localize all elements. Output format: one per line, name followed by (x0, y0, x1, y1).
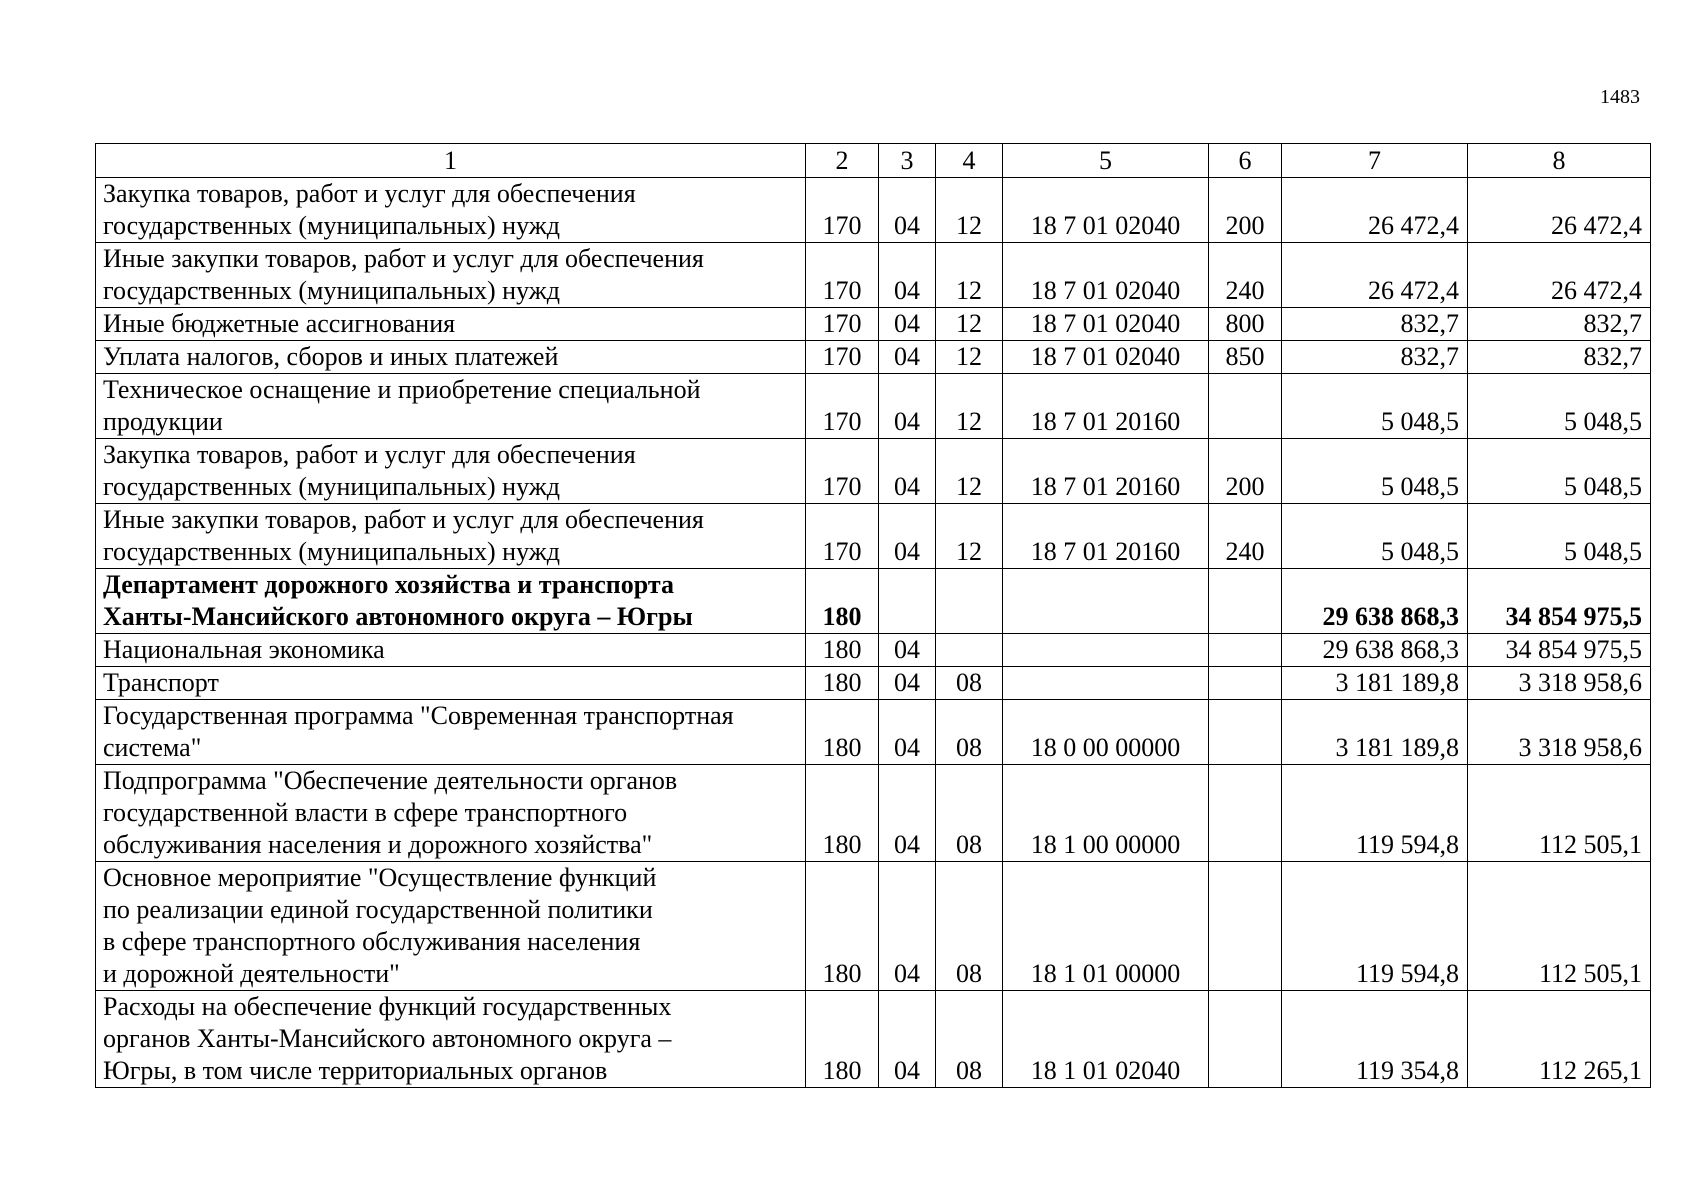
target-article-code: 18 7 01 02040 (1003, 178, 1209, 243)
amount-col8: 5 048,5 (1468, 504, 1651, 569)
row-name: Иные закупки товаров, работ и услуг для обеспечения государственных (муниципальных) нужд (96, 504, 806, 569)
section-code: 04 (879, 341, 936, 374)
table-row (96, 634, 1651, 667)
expense-type-code (1209, 991, 1282, 1088)
subsection-code (936, 634, 1003, 667)
amount-col7: 29 638 868,3 (1282, 569, 1468, 634)
amount-col8: 3 318 958,6 (1468, 667, 1651, 700)
section-code: 04 (879, 700, 936, 765)
target-article-code: 18 0 00 00000 (1003, 700, 1209, 765)
row-name: Расходы на обеспечение функций государственных органов Ханты-Мансийского автономного округа – Югры, в том числе территориальных органов (96, 991, 806, 1088)
header-cell: 7 (1282, 144, 1468, 178)
target-article-code: 18 7 01 20160 (1003, 504, 1209, 569)
admin-code: 180 (806, 700, 879, 765)
amount-col7: 26 472,4 (1282, 243, 1468, 308)
section-code: 04 (879, 374, 936, 439)
admin-code: 180 (806, 569, 879, 634)
admin-code: 170 (806, 504, 879, 569)
table-row (96, 374, 1651, 439)
row-name: Техническое оснащение и приобретение специальной продукции (96, 374, 806, 439)
amount-col8: 112 505,1 (1468, 862, 1651, 991)
admin-code: 180 (806, 991, 879, 1088)
expense-type-code: 850 (1209, 341, 1282, 374)
target-article-code: 18 7 01 20160 (1003, 439, 1209, 504)
amount-col7: 5 048,5 (1282, 439, 1468, 504)
target-article-code: 18 1 01 02040 (1003, 991, 1209, 1088)
admin-code: 170 (806, 374, 879, 439)
subsection-code: 08 (936, 991, 1003, 1088)
header-row (96, 144, 1651, 178)
admin-code: 180 (806, 862, 879, 991)
target-article-code: 18 7 01 02040 (1003, 308, 1209, 341)
amount-col8: 34 854 975,5 (1468, 634, 1651, 667)
amount-col7: 119 354,8 (1282, 991, 1468, 1088)
amount-col7: 29 638 868,3 (1282, 634, 1468, 667)
section-code (879, 569, 936, 634)
amount-col8: 112 505,1 (1468, 765, 1651, 862)
section-code: 04 (879, 765, 936, 862)
expense-type-code (1209, 765, 1282, 862)
section-code: 04 (879, 634, 936, 667)
expense-type-code (1209, 374, 1282, 439)
expense-type-code (1209, 862, 1282, 991)
amount-col8: 3 318 958,6 (1468, 700, 1651, 765)
row-name: Уплата налогов, сборов и иных платежей (96, 341, 806, 374)
section-code: 04 (879, 439, 936, 504)
row-name: Государственная программа "Современная транспортная система" (96, 700, 806, 765)
header-cell: 6 (1209, 144, 1282, 178)
amount-col7: 832,7 (1282, 341, 1468, 374)
table-row (96, 700, 1651, 765)
amount-col8: 5 048,5 (1468, 374, 1651, 439)
amount-col8: 832,7 (1468, 308, 1651, 341)
target-article-code: 18 7 01 20160 (1003, 374, 1209, 439)
row-name: Закупка товаров, работ и услуг для обеспечения государственных (муниципальных) нужд (96, 178, 806, 243)
target-article-code: 18 1 00 00000 (1003, 765, 1209, 862)
admin-code: 180 (806, 634, 879, 667)
table-row (96, 439, 1651, 504)
amount-col7: 832,7 (1282, 308, 1468, 341)
admin-code: 180 (806, 667, 879, 700)
amount-col7: 3 181 189,8 (1282, 667, 1468, 700)
row-name: Закупка товаров, работ и услуг для обеспечения государственных (муниципальных) нужд (96, 439, 806, 504)
header-cell: 3 (879, 144, 936, 178)
section-code: 04 (879, 991, 936, 1088)
admin-code: 180 (806, 765, 879, 862)
table-row (96, 569, 1651, 634)
section-code: 04 (879, 178, 936, 243)
table-row (96, 667, 1651, 700)
header-cell: 8 (1468, 144, 1651, 178)
admin-code: 170 (806, 178, 879, 243)
section-code: 04 (879, 667, 936, 700)
section-code: 04 (879, 862, 936, 991)
row-name: Национальная экономика (96, 634, 806, 667)
expense-type-code: 200 (1209, 439, 1282, 504)
subsection-code: 12 (936, 308, 1003, 341)
amount-col7: 26 472,4 (1282, 178, 1468, 243)
expense-type-code (1209, 700, 1282, 765)
subsection-code: 12 (936, 374, 1003, 439)
admin-code: 170 (806, 341, 879, 374)
expense-type-code: 200 (1209, 178, 1282, 243)
table-row (96, 862, 1651, 991)
amount-col7: 5 048,5 (1282, 504, 1468, 569)
table-row (96, 178, 1651, 243)
expense-type-code: 240 (1209, 504, 1282, 569)
page-number: 1483 (1600, 86, 1640, 108)
table-row (96, 243, 1651, 308)
header-cell: 2 (806, 144, 879, 178)
admin-code: 170 (806, 439, 879, 504)
subsection-code: 08 (936, 862, 1003, 991)
amount-col8: 832,7 (1468, 341, 1651, 374)
table-row (96, 341, 1651, 374)
row-name: Иные закупки товаров, работ и услуг для обеспечения государственных (муниципальных) нужд (96, 243, 806, 308)
table-row (96, 504, 1651, 569)
row-name: Транспорт (96, 667, 806, 700)
expense-type-code: 240 (1209, 243, 1282, 308)
subsection-code: 12 (936, 504, 1003, 569)
amount-col8: 112 265,1 (1468, 991, 1651, 1088)
expense-type-code: 800 (1209, 308, 1282, 341)
target-article-code: 18 7 01 02040 (1003, 341, 1209, 374)
expense-type-code (1209, 667, 1282, 700)
amount-col7: 119 594,8 (1282, 765, 1468, 862)
subsection-code (936, 569, 1003, 634)
row-name: Департамент дорожного хозяйства и транспорта Ханты-Мансийского автономного округа – Югры (96, 569, 806, 634)
section-code: 04 (879, 308, 936, 341)
amount-col8: 34 854 975,5 (1468, 569, 1651, 634)
row-name: Основное мероприятие "Осуществление функций по реализации единой государственной политики в сфере транспортного обслуживания населения и дорожной деятельности" (96, 862, 806, 991)
target-article-code (1003, 667, 1209, 700)
target-article-code (1003, 569, 1209, 634)
section-code: 04 (879, 243, 936, 308)
section-code: 04 (879, 504, 936, 569)
target-article-code (1003, 634, 1209, 667)
header-cell: 5 (1003, 144, 1209, 178)
amount-col8: 26 472,4 (1468, 178, 1651, 243)
amount-col7: 3 181 189,8 (1282, 700, 1468, 765)
admin-code: 170 (806, 308, 879, 341)
row-name: Подпрограмма "Обеспечение деятельности органов государственной власти в сфере транспортного обслуживания населения и дорожного хозяйства" (96, 765, 806, 862)
table-row (96, 765, 1651, 862)
expense-type-code (1209, 634, 1282, 667)
subsection-code: 12 (936, 341, 1003, 374)
header-cell: 1 (96, 144, 806, 178)
amount-col8: 26 472,4 (1468, 243, 1651, 308)
expense-type-code (1209, 569, 1282, 634)
amount-col7: 5 048,5 (1282, 374, 1468, 439)
amount-col8: 5 048,5 (1468, 439, 1651, 504)
target-article-code: 18 1 01 00000 (1003, 862, 1209, 991)
table-row (96, 308, 1651, 341)
admin-code: 170 (806, 243, 879, 308)
subsection-code: 08 (936, 700, 1003, 765)
subsection-code: 12 (936, 178, 1003, 243)
table-row (96, 991, 1651, 1088)
amount-col7: 119 594,8 (1282, 862, 1468, 991)
subsection-code: 08 (936, 765, 1003, 862)
subsection-code: 12 (936, 243, 1003, 308)
row-name: Иные бюджетные ассигнования (96, 308, 806, 341)
header-cell: 4 (936, 144, 1003, 178)
budget-table (95, 143, 1651, 1088)
subsection-code: 12 (936, 439, 1003, 504)
subsection-code: 08 (936, 667, 1003, 700)
target-article-code: 18 7 01 02040 (1003, 243, 1209, 308)
